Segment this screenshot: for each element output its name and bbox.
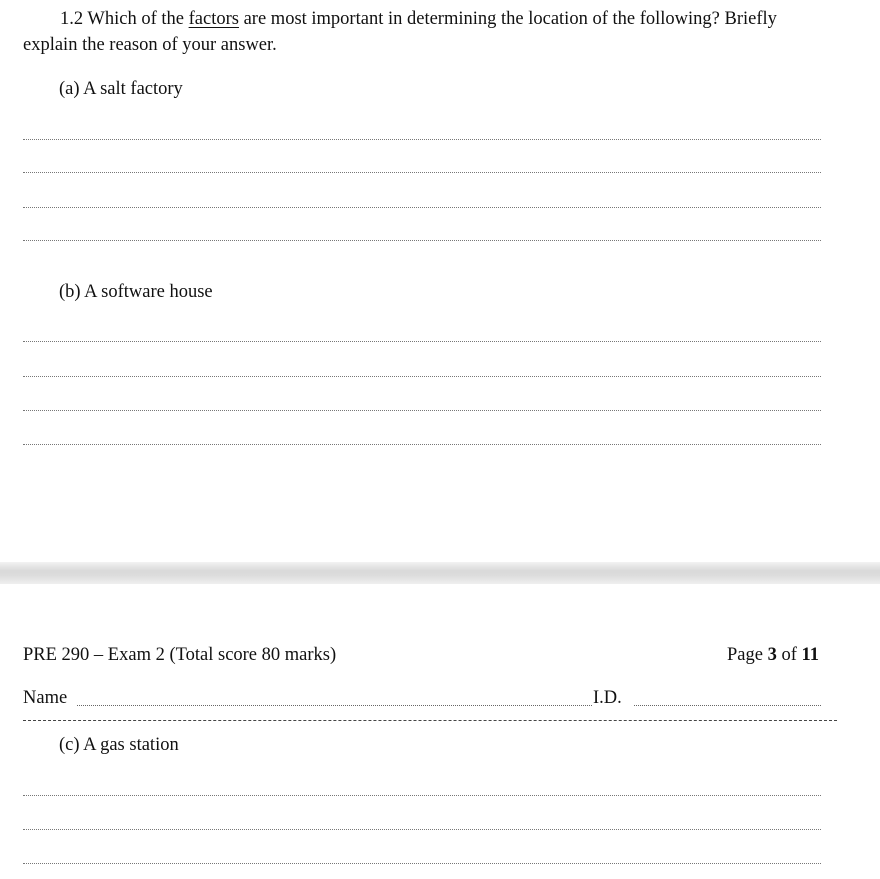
underlined-word: factors: [188, 9, 239, 29]
id-label: I.D.: [593, 688, 622, 708]
page-break: [0, 562, 880, 584]
header-divider: [23, 720, 837, 721]
page-number: [727, 644, 819, 666]
name-field[interactable]: [77, 705, 592, 706]
answer-line: [23, 172, 821, 173]
answer-line: [23, 444, 821, 445]
id-field[interactable]: [634, 705, 821, 706]
page-of: of: [776, 645, 802, 665]
question-text: [60, 8, 777, 30]
answer-line: [23, 139, 821, 140]
part-c-label: (c) A gas station: [59, 735, 179, 755]
page-prefix: Page: [727, 645, 768, 665]
page-current: 3: [767, 645, 777, 665]
part-a-label: (a) A salt factory: [59, 79, 183, 99]
answer-line: [23, 863, 821, 864]
question-number: 1.2: [60, 9, 84, 29]
question-text-start: Which of the: [87, 9, 189, 29]
question-text-line2: explain the reason of your answer.: [23, 35, 277, 55]
answer-line: [23, 410, 821, 411]
answer-line: [23, 376, 821, 377]
question-text-rest: are most important in determining the location of the following? Briefly: [238, 9, 777, 29]
page-total: 11: [801, 645, 819, 665]
answer-line: [23, 341, 821, 342]
course-title: PRE 290 – Exam 2 (Total score 80 marks): [23, 645, 337, 665]
answer-line: [23, 207, 821, 208]
answer-line: [23, 240, 821, 241]
part-b-label: (b) A software house: [59, 282, 213, 302]
name-label: Name: [23, 688, 68, 708]
answer-line: [23, 829, 821, 830]
answer-line: [23, 795, 821, 796]
